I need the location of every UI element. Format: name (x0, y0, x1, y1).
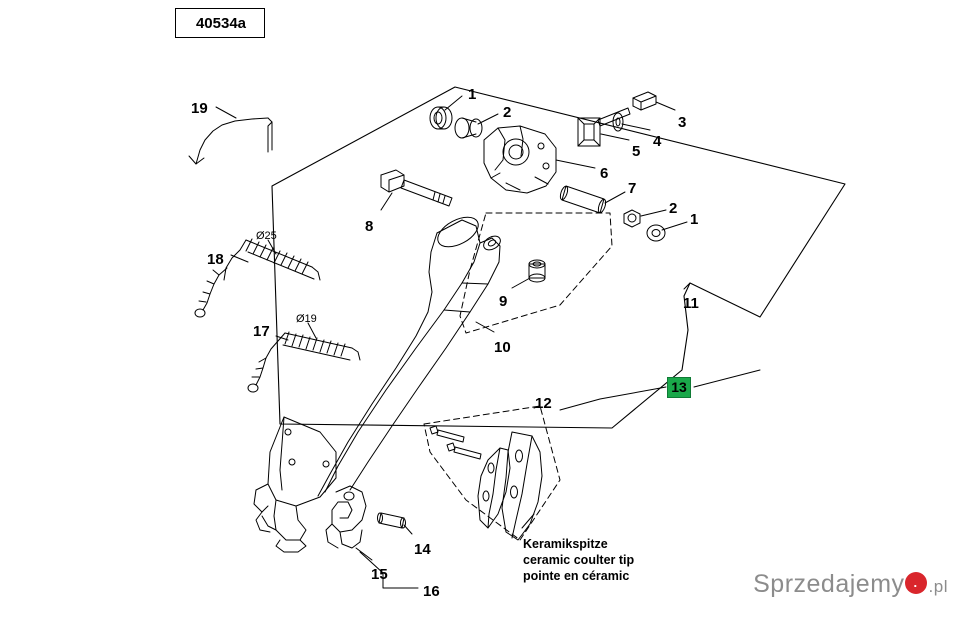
part-1-washer-top (430, 107, 452, 129)
callout-18: 18 (207, 251, 224, 268)
leader-5 (601, 134, 629, 140)
leader-9 (512, 278, 530, 288)
part-6-coulter-head (484, 126, 556, 193)
part-ceramic-coulter-tip (478, 432, 542, 540)
ceramic-tip-caption (523, 536, 634, 584)
dimension-label-25: Ø25 (256, 230, 277, 242)
part-12-bolt-b (447, 443, 481, 459)
leader-19 (216, 107, 236, 118)
callout-12: 12 (535, 395, 552, 412)
part-main-coulter-arm (318, 211, 503, 496)
watermark-dot-icon: . (905, 572, 927, 594)
part-2-bushing-top (455, 118, 482, 138)
leader-10 (476, 322, 494, 332)
part-lower-bracket (254, 417, 336, 552)
callout-2-top: 2 (503, 104, 512, 121)
caption-line-de: Keramikspitze (523, 537, 608, 551)
callout-8: 8 (365, 218, 374, 235)
callout-3: 3 (678, 114, 687, 131)
callout-19: 19 (191, 100, 208, 117)
callout-6: 6 (600, 165, 609, 182)
leader-8 (381, 193, 392, 210)
callout-7: 7 (628, 180, 637, 197)
part-1-washer-bottom (647, 225, 665, 241)
part-9-bushing (529, 260, 545, 282)
leader-13 (560, 387, 666, 410)
leader-15 (356, 548, 372, 560)
leader-7 (605, 192, 625, 203)
part-10-subassembly-outline (460, 213, 612, 333)
frame-outline (272, 87, 845, 428)
leader-3 (656, 102, 675, 110)
dimension-label-19: Ø19 (296, 313, 317, 325)
leader-14 (404, 525, 412, 534)
part-12-bolt-a (430, 426, 464, 442)
part-15-hook (326, 486, 366, 548)
part-8-bolt (381, 170, 452, 206)
callout-13-label: 13 (671, 379, 687, 395)
part-17-spring (248, 332, 360, 392)
part-2-nut-bottom (624, 210, 640, 227)
part-19-rod (189, 118, 272, 164)
watermark (753, 570, 948, 599)
dim-leader-25 (268, 240, 276, 254)
callout-1-top: 1 (468, 86, 477, 103)
part-4-washer (613, 113, 623, 131)
callout-13-highlighted (667, 377, 691, 398)
callout-11: 11 (683, 295, 699, 312)
leader-16 (383, 573, 418, 588)
part-3-bolt (598, 92, 656, 126)
callout-17: 17 (253, 323, 270, 340)
callout-5: 5 (632, 143, 641, 160)
callout-9: 9 (499, 293, 508, 310)
callout-2-bottom: 2 (669, 200, 678, 217)
leader-2-bottom (641, 210, 666, 216)
callout-1-bottom: 1 (690, 211, 699, 228)
part-14-pin (378, 513, 406, 528)
dim-leader-19 (308, 323, 316, 338)
leader-1-top (445, 96, 462, 110)
leader-13b (694, 370, 760, 387)
leader-2-top (478, 114, 498, 124)
leader-1-bottom (662, 222, 687, 230)
callout-10: 10 (494, 339, 511, 356)
watermark-suffix: .pl (928, 577, 948, 596)
callout-4: 4 (653, 133, 662, 150)
leader-6 (556, 160, 595, 168)
leader-18 (231, 255, 248, 262)
caption-line-en: ceramic coulter tip (523, 553, 635, 567)
callout-14: 14 (414, 541, 431, 558)
caption-line-fr: pointe en céramic (523, 569, 630, 583)
part-7-sleeve (559, 185, 607, 213)
watermark-text: Sprzedajemy (753, 570, 905, 598)
callout-15: 15 (371, 566, 388, 583)
part-code-text: 40534a (195, 15, 247, 32)
callout-16: 16 (423, 583, 440, 600)
